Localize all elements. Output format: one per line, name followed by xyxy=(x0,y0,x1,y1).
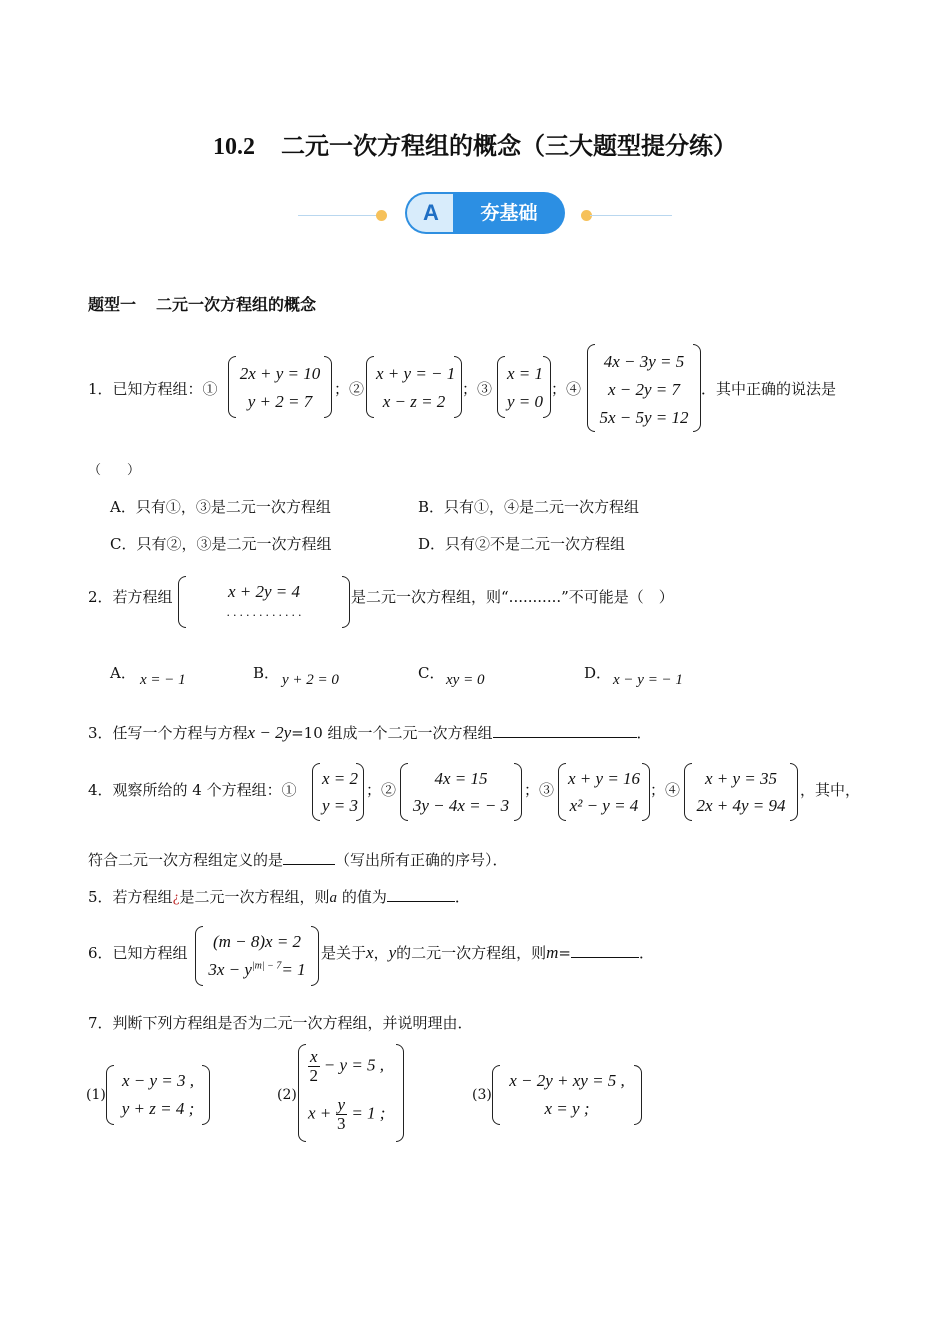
q4-system-1: x = 2 y = 3 xyxy=(312,763,364,821)
section-banner xyxy=(405,192,565,234)
q7-part2-label: (2) xyxy=(277,1087,297,1103)
title-number: 10.2 xyxy=(213,134,255,160)
q1-option-a: A．只有①，③是二元一次方程组 xyxy=(110,498,331,516)
q1-system-1: 2x + y = 10 y + 2 = 7 xyxy=(228,356,332,418)
q1-option-b: B．只有①，④是二元一次方程组 xyxy=(418,498,640,516)
q2-option-b: y + 2 = 0 xyxy=(282,672,339,688)
q4-line2: 符合二元一次方程组定义的是 （写出所有正确的序号）． xyxy=(88,851,508,869)
q2-option-a: x = − 1 xyxy=(140,672,186,688)
q3-text: 3．任写一个方程与方程x − 2y=10 组成一个二元一次方程组 ． xyxy=(88,723,652,742)
q1-system-4: 4x − 3y = 5 x − 2y = 7 5x − 5y = 12 xyxy=(587,344,701,432)
q2-option-c-label: C． xyxy=(418,664,445,682)
q6-text: 是关于x，y的二元一次方程组，则m= ． xyxy=(321,943,655,962)
banner-line-left xyxy=(298,215,380,216)
section-heading xyxy=(88,292,316,315)
q4-sep2: ；② xyxy=(366,781,397,799)
q1-answer-paren: （ ） xyxy=(88,463,141,478)
q6-prefix: 6．已知方程组 xyxy=(88,944,188,962)
q2-suffix: 是二元一次方程组，则“...........”不可能是（ ） xyxy=(351,588,674,606)
page-title xyxy=(0,126,950,161)
q7-part1-label: (1) xyxy=(86,1087,106,1103)
q4-sep4: ；④ xyxy=(650,781,681,799)
q1-sep3: ；③ xyxy=(462,380,493,398)
section-title: 二元一次方程组的概念 xyxy=(156,295,317,314)
q2-prefix: 2．若方程组 xyxy=(88,588,173,606)
q3-answer-blank[interactable] xyxy=(493,723,637,738)
q7-system-2: $\frac{x}{2}$ − y = 5 , x + $\frac{y}{3}$ = 1 ; xyxy=(298,1044,404,1142)
q4-system-4: x + y = 35 2x + 4y = 94 xyxy=(684,763,798,821)
q4-system-2: 4x = 15 3y − 4x = − 3 xyxy=(400,763,522,821)
q4-system-3: x + y = 16 x² − y = 4 xyxy=(558,763,650,821)
q4-sep3: ；③ xyxy=(524,781,555,799)
q7-system-1: x − y = 3 , y + z = 4 ; xyxy=(106,1065,210,1125)
q1-option-c: C．只有②，③是二元一次方程组 xyxy=(110,535,332,553)
banner-label: 夯基础 xyxy=(453,192,565,234)
q4-suffix: ，其中， xyxy=(800,781,861,799)
q5-answer-blank[interactable] xyxy=(387,887,455,902)
title-text: 二元一次方程组的概念（三大题型提分练） xyxy=(281,131,737,160)
banner-letter: A xyxy=(405,192,455,234)
q5-text: 5．若方程组¿是二元一次方程组，则a 的值为 ． xyxy=(88,888,470,906)
q5-broken-system-mark: ¿ xyxy=(172,891,180,906)
q1-option-d: D．只有②不是二元一次方程组 xyxy=(418,535,626,553)
q4-answer-blank[interactable] xyxy=(283,850,335,865)
section-number: 题型一 xyxy=(88,295,137,314)
q7-system-3: x − 2y + xy = 5 , x = y ; xyxy=(492,1065,642,1125)
q2-option-c: xy = 0 xyxy=(446,672,485,688)
q2-option-d: x − y = − 1 xyxy=(613,672,683,688)
q6-answer-blank[interactable] xyxy=(571,943,639,958)
q7-text: 7．判断下列方程组是否为二元一次方程组，并说明理由． xyxy=(88,1014,473,1032)
q2-option-d-label: D． xyxy=(584,664,612,682)
q1-suffix: ．其中正确的说法是 xyxy=(701,380,837,398)
q1-sep4: ；④ xyxy=(551,380,582,398)
banner-line-right xyxy=(590,215,672,216)
q1-system-2: x + y = − 1 x − z = 2 xyxy=(366,356,462,418)
q1-system-3: x = 1 y = 0 xyxy=(497,356,551,418)
q2-system: x + 2y = 4 . . . . . . . . . . . . xyxy=(178,576,350,628)
q1-sep2: ；② xyxy=(334,380,365,398)
banner-dot-left xyxy=(376,210,387,221)
q7-part3-label: (3) xyxy=(472,1087,492,1103)
q2-option-a-label: A． xyxy=(110,664,136,682)
q4-prefix: 4．观察所给的 4 个方程组：① xyxy=(88,781,297,799)
q2-option-b-label: B． xyxy=(253,664,280,682)
q1-prefix: 1．已知方程组：① xyxy=(88,380,218,398)
q6-system: (m − 8)x = 2 $3x - y^{|m| - 7}= 1$ xyxy=(195,926,319,986)
